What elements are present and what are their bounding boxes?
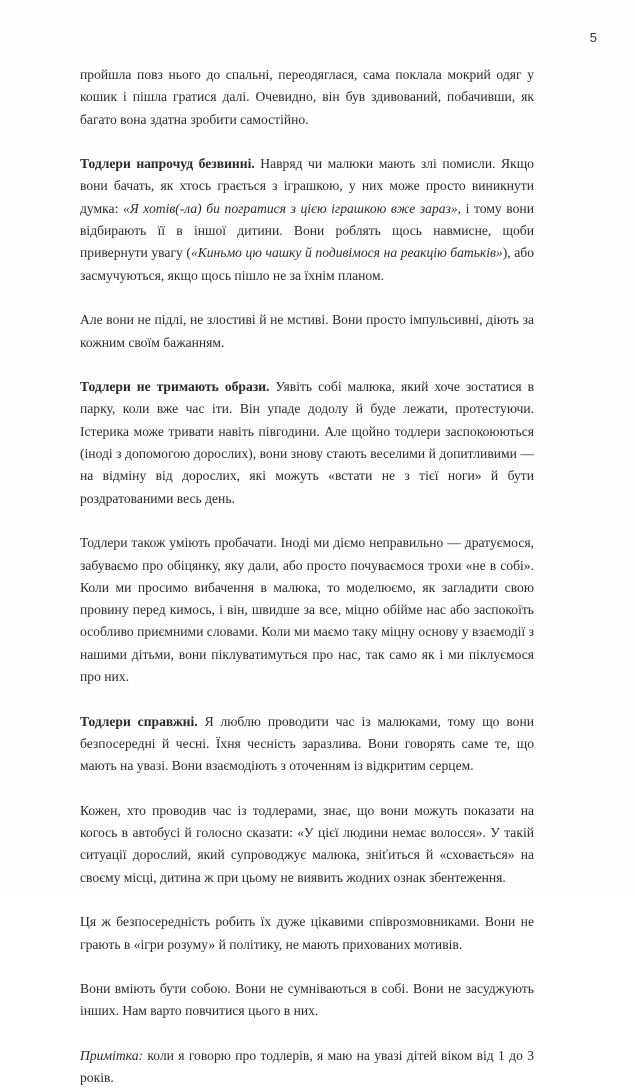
- paragraph-text: , і тому вони відбирають її в іншої дитини. Вони роблять щось навмисне, щоби привернути увагу (: [80, 200, 534, 261]
- paragraph-text: Навряд чи малюки мають злі помисли. Якщо вони бачать, як хтось грається з іграшкою, у них може просто виникнути думка:: [80, 156, 534, 216]
- paragraph-heading: Тодлери не тримають образи.: [80, 379, 270, 395]
- paragraph-text: Уявіть собі малюка, який хоче зостатися в парку, коли вже час іти. Він упаде додолу й буде лежати, протестуючи. Істерика може тривати навіть півгодини. Але щойно тодлери заспокоюються (іноді з допомогою дорослих), вони знову стають веселими й допитливими — на відміну від дорослих, які можуть «встати не з тієї ноги» й бути роздратованими весь день.: [80, 379, 534, 506]
- paragraph-2: [80, 153, 534, 287]
- paragraph-text: Ця ж безпосередність робить їх дуже цікавими співрозмовниками. Вони не грають в «ігри розуму» й політику, не мають прихованих мотивів.: [80, 914, 534, 952]
- paragraph-1: [80, 64, 534, 131]
- paragraph-text: ), або засмучуються, якщо щось пішло не за їхнім планом.: [80, 245, 534, 283]
- page-number: 5: [589, 30, 597, 45]
- paragraph-text: Вони вміють бути собою. Вони не сумніваються в собі. Вони не засуджують інших. Нам варто повчитися цього в них.: [80, 981, 534, 1019]
- paragraph-3: [80, 309, 534, 354]
- paragraph-8: [80, 911, 534, 956]
- quoted-thought: «Киньмо цю чашку й подивімося на реакцію батьків»: [190, 245, 503, 261]
- quoted-thought: «Я хотів(-ла) би погратися з цією іграшкою вже зараз»: [122, 200, 458, 216]
- paragraph-text: Але вони не підлі, не злостиві й не мстиві. Вони просто імпульсивні, діють за кожним своїм бажанням.: [80, 312, 534, 350]
- paragraph-heading: Тодлери справжні.: [80, 713, 198, 729]
- paragraph-4: [80, 376, 534, 510]
- paragraph-9: [80, 978, 534, 1023]
- paragraph-6: [80, 711, 534, 778]
- paragraph-5: [80, 532, 534, 688]
- page-body: [80, 64, 534, 1090]
- note-paragraph: [80, 1045, 534, 1090]
- paragraph-text: пройшла повз нього до спальні, переодяглася, сама поклала мокрий одяг у кошик і пішла гратися далі. Очевидно, він був здивований, побачивши, як багато вона здатна зробити самостійно.: [80, 67, 534, 127]
- paragraph-text: Тодлери також уміють пробачати. Іноді ми діємо неправильно — дратуємося, забуваємо про обіцянку, яку дали, або просто почуваємося трохи «не в собі». Коли ми просимо вибачення в малюка, то моделюємо, як загладити свою провину перед кимось, і він, швидше за все, міцно обійме нас або заспокоїть особливо приємними словами. Коли ми маємо таку міцну основу у взаємодії з нашими дітьми, вони піклуватимуться про нас, так само як і ми піклуємося про них.: [80, 535, 534, 685]
- note-text: коли я говорю про тодлерів, я маю на увазі дітей віком від 1 до 3 років.: [80, 1048, 534, 1086]
- paragraph-7: [80, 800, 534, 889]
- paragraph-text: Кожен, хто проводив час із тодлерами, знає, що вони можуть показати на когось в автобусі й голосно сказати: «У цієї людини немає волосся». У такій ситуації дорослий, який супроводжує малюка, зніťиться й «сховається» на своєму місці, дитина ж при цьому не виявить жодних ознак збентеження.: [80, 802, 534, 885]
- paragraph-heading: Тодлери напрочуд безвинні.: [80, 156, 255, 172]
- paragraph-text: Я люблю проводити час із малюками, тому що вони безпосередні й чесні. Їхня чесність заразлива. Вони говорять саме те, що мають на увазі. Вони взаємодіють з оточенням із відкритим серцем.: [80, 713, 535, 774]
- note-label: Примітка:: [80, 1048, 144, 1064]
